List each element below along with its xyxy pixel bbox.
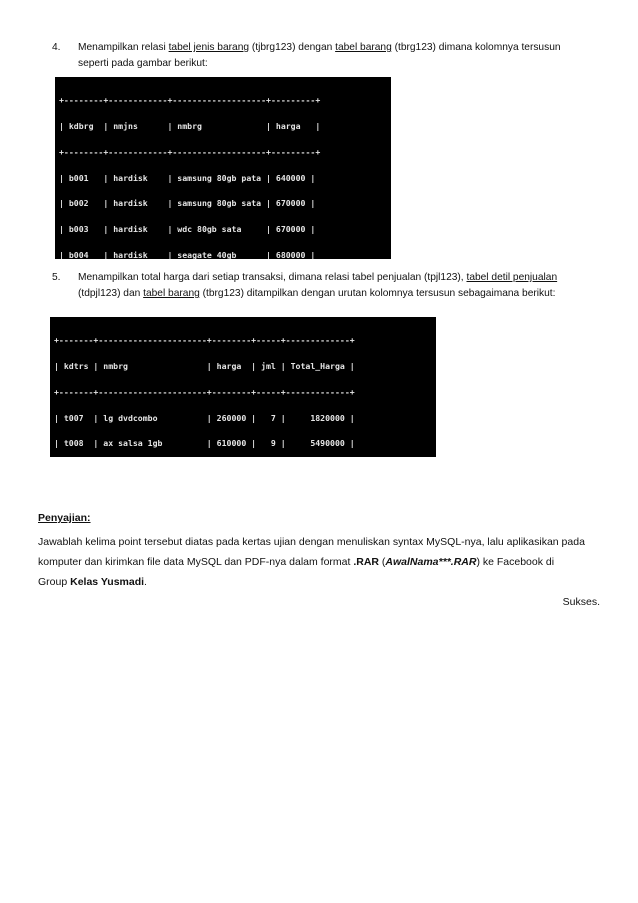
item-number: 5. [52,272,61,283]
table-row: | b002 | hardisk | samsung 80gb sata | 670000 | [59,198,316,209]
text-segment: ) ke Facebook di [476,556,555,568]
format-label: .RAR [353,556,379,568]
list-item-5 [52,270,612,302]
table-border: +-------+----------------------+--------+-----+-------------+ [54,386,355,397]
text-segment: (tbrg123) ditampilkan dengan urutan kolomnya tersusun sebagaimana berikut: [199,288,556,299]
item-text [78,270,612,302]
list-item-4 [52,40,612,72]
underlined-term: tabel barang [143,288,200,299]
table-row: | b001 | hardisk | samsung 80gb pata | 640000 | [59,172,316,183]
mysql-console-table-barang [55,77,391,259]
text-segment: seperti pada gambar berikut: [78,58,208,69]
text-segment: Menampilkan relasi [78,42,169,53]
table-header: | kdbrg | nmjns | nmbrg | harga | [59,120,321,131]
section-title: Penyajian: [38,512,91,524]
table-row: | t008 | ax salsa 1gb | 610000 | 9 | 5490000 | [54,438,355,449]
instruction-paragraph [38,532,600,592]
underlined-term: tabel jenis barang [168,42,250,53]
filename-pattern: AwalNama***.RAR [385,556,477,568]
table-row: | b003 | hardisk | wdc 80gb sata | 670000 | [59,224,316,235]
underlined-term: tabel barang [335,42,392,53]
text-segment: ( [379,556,386,568]
text-segment: Group [38,576,71,588]
table-border: +--------+------------+-------------------+---------+ [59,146,321,157]
text-segment: komputer dan kirimkan file data MySQL dan PDF-nya dalam format [38,556,354,568]
table-header: | kdtrs | nmbrg | harga | jml | Total_Harga | [54,360,355,371]
table-border: +-------+----------------------+--------+-----+-------------+ [54,335,355,346]
text-segment: Menampilkan total harga dari setiap transaksi, dimana relasi tabel penjualan (tpjl123), [78,272,467,283]
table-row: | b004 | hardisk | seagate 40gb | 680000 | [59,249,316,259]
table-border: +--------+------------+-------------------+---------+ [59,95,321,106]
underlined-term: tabel detil penjualan [466,272,558,283]
item-number: 4. [52,42,61,53]
text-segment: . [144,576,147,588]
text-segment: (tbrg123) dimana kolomnya tersusun [391,42,561,53]
item-text [78,40,612,72]
mysql-console-total-harga [50,317,436,457]
text-segment: Jawablah kelima point tersebut diatas pada kertas ujian dengan menuliskan syntax MySQL-nya, lalu aplikasikan pada [38,536,585,548]
table-row: | t007 | lg dvdcombo | 260000 | 7 | 1820000 | [54,412,355,423]
text-segment: (tjbrg123) dengan [249,42,336,53]
group-name: Kelas Yusmadi [70,576,145,588]
text-segment: (tdpjl123) dan [78,288,144,299]
closing-text: Sukses. [562,596,600,608]
